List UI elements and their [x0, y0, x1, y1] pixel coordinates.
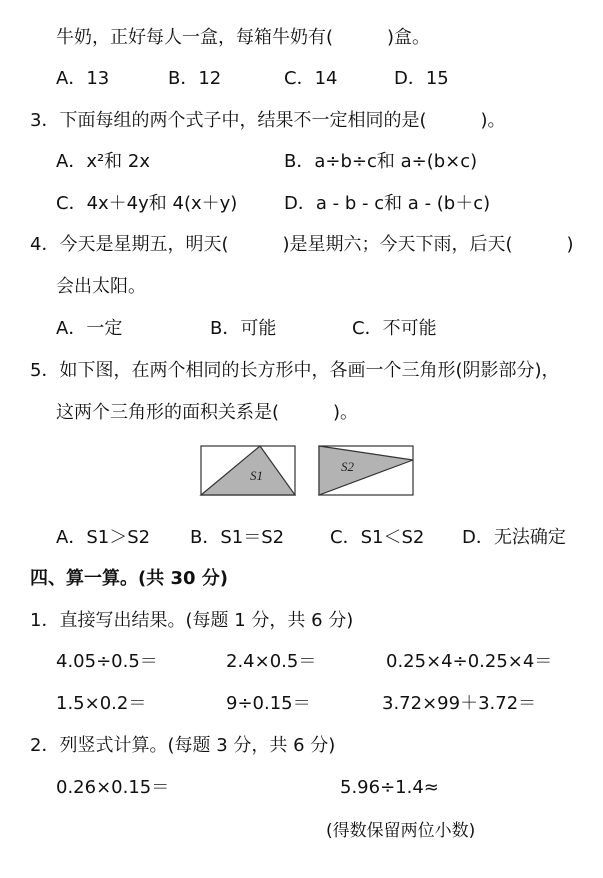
q4-option-c: C．不可能 — [352, 318, 437, 339]
q2-option-b: B．12 — [168, 68, 222, 89]
q3-option-d: D．a - b - c和 a - (b＋c) — [284, 193, 491, 214]
section-4-title: 四、算一算。(共 30 分) — [30, 568, 229, 589]
q5-stem: 5．如下图，在两个相同的长方形中，各画一个三角形(阴影部分)， — [30, 360, 560, 381]
calc1-item-3: 0.25×4÷0.25×4＝ — [386, 651, 553, 672]
q3-option-b: B．a÷b÷c和 a÷(b×c) — [284, 151, 478, 172]
q5-figure — [198, 443, 416, 499]
calc2-stem: 2．列竖式计算。(每题 3 分，共 6 分) — [30, 735, 336, 756]
calc1-item-4: 1.5×0.2＝ — [56, 693, 147, 714]
q2-option-d: D．15 — [394, 68, 449, 89]
calc2-item-1: 0.26×0.15＝ — [56, 777, 170, 798]
q5-stem-continuation: 这两个三角形的面积关系是( )。 — [56, 402, 359, 423]
q3-option-c: C．4x＋4y和 4(x＋y) — [56, 193, 238, 214]
calc1-item-5: 9÷0.15＝ — [226, 693, 311, 714]
q5-option-d: D．无法确定 — [462, 527, 566, 548]
q4-option-a: A．一定 — [56, 318, 123, 339]
q5-option-a: A．S1＞S2 — [56, 527, 151, 548]
calc1-item-6: 3.72×99＋3.72＝ — [382, 693, 537, 714]
rectangle-right — [319, 446, 413, 495]
q5-option-b: B．S1＝S2 — [190, 527, 285, 548]
calc1-stem: 1．直接写出结果。(每题 1 分，共 6 分) — [30, 610, 354, 631]
label-s2: S2 — [341, 459, 354, 474]
q4-stem: 4．今天是星期五，明天( )是星期六；今天下雨，后天( ) — [30, 234, 574, 255]
calc2-note: (得数保留两位小数) — [326, 821, 476, 841]
q5-option-c: C．S1＜S2 — [330, 527, 425, 548]
calc1-item-1: 4.05÷0.5＝ — [56, 651, 158, 672]
q2-continuation-text: 牛奶，正好每人一盒，每箱牛奶有( )盒。 — [56, 27, 431, 48]
q3-option-a: A．x²和 2x — [56, 151, 151, 172]
q4-option-b: B．可能 — [210, 318, 277, 339]
q2-option-a: A．13 — [56, 68, 110, 89]
q4-stem-continuation: 会出太阳。 — [56, 276, 146, 297]
rectangle-left — [201, 446, 295, 495]
label-s1: S1 — [250, 468, 263, 483]
calc1-item-2: 2.4×0.5＝ — [226, 651, 317, 672]
q2-option-c: C．14 — [284, 68, 338, 89]
calc2-item-2: 5.96÷1.4≈ — [340, 777, 439, 798]
q3-stem: 3．下面每组的两个式子中，结果不一定相同的是( )。 — [30, 110, 506, 131]
